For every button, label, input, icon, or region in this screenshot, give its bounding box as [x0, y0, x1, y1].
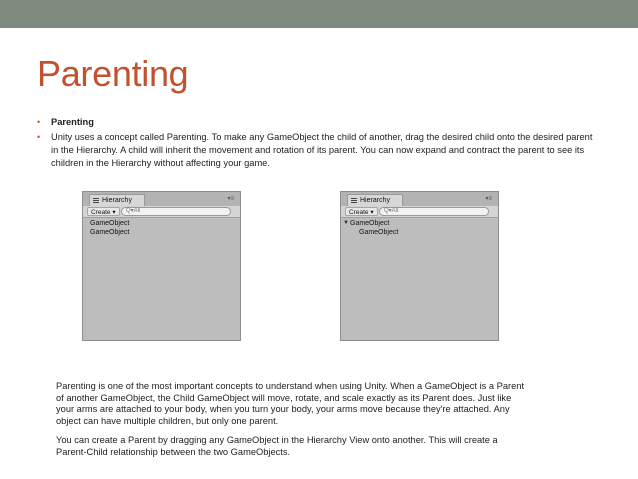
- bullet-list: [37, 116, 602, 172]
- description-paragraph-1: Parenting is one of the most important concepts to understand when using Unity. When a GameObject is a Parent of another GameObject, the Child GameObject will move, rotate, and scale exactly as its Parent does. Just like your arms are attached to your body, when you turn your body, your arms move because they're attached. Any object can have multiple children, but only one parent.: [56, 381, 525, 426]
- list-icon: [351, 198, 357, 203]
- hierarchy-panel-expanded: [340, 191, 499, 341]
- bullet-item: [37, 131, 602, 170]
- tab-hierarchy[interactable]: [347, 194, 403, 206]
- hierarchy-toolbar: [83, 206, 240, 218]
- bullet-text: Unity uses a concept called Parenting. To make any GameObject the child of another, drag the desired child onto the desired parent in the Hierarchy. A child will inherit the movement and rotation of its parent. You can now expand and contract the parent to see its children in the Hierarchy without affecting your game.: [51, 132, 593, 168]
- top-bar: [0, 0, 638, 28]
- panel-menu-icon[interactable]: ▾≡: [227, 196, 234, 202]
- list-icon: [93, 198, 99, 203]
- hierarchy-list: [341, 219, 498, 237]
- tab-hierarchy[interactable]: [89, 194, 145, 206]
- bullet-icon: •: [37, 132, 41, 142]
- hierarchy-toolbar: [341, 206, 498, 218]
- hierarchy-item-gameobject-1[interactable]: GameObject: [90, 220, 130, 227]
- parent-label: GameObject: [350, 220, 390, 227]
- hierarchy-panel-collapsed: [82, 191, 241, 341]
- tab-strip: [83, 192, 240, 206]
- tab-label: Hierarchy: [102, 197, 132, 204]
- search-input[interactable]: Q▾All: [379, 207, 489, 216]
- slide-title: Parenting: [37, 53, 189, 94]
- bullet-icon: •: [37, 117, 41, 127]
- hierarchy-item-child[interactable]: GameObject: [359, 229, 399, 236]
- description-paragraph-2: You can create a Parent by dragging any GameObject in the Hierarchy View onto another. This will create a Parent-Child relationship between the two GameObjects.: [56, 435, 498, 457]
- panel-menu-icon[interactable]: ▾≡: [485, 196, 492, 202]
- hierarchy-item-parent[interactable]: [341, 219, 498, 228]
- create-button[interactable]: Create ▾: [87, 207, 120, 216]
- bullet-text: Parenting: [51, 117, 94, 127]
- hierarchy-list: [83, 219, 240, 237]
- hierarchy-item-gameobject-2[interactable]: GameObject: [90, 229, 130, 236]
- expand-arrow-icon[interactable]: ▼: [343, 220, 349, 226]
- tab-strip: [341, 192, 498, 206]
- description-text: [56, 381, 526, 466]
- tab-label: Hierarchy: [360, 197, 390, 204]
- search-input[interactable]: Q▾All: [121, 207, 231, 216]
- bullet-item: [37, 116, 602, 129]
- create-button[interactable]: Create ▾: [345, 207, 378, 216]
